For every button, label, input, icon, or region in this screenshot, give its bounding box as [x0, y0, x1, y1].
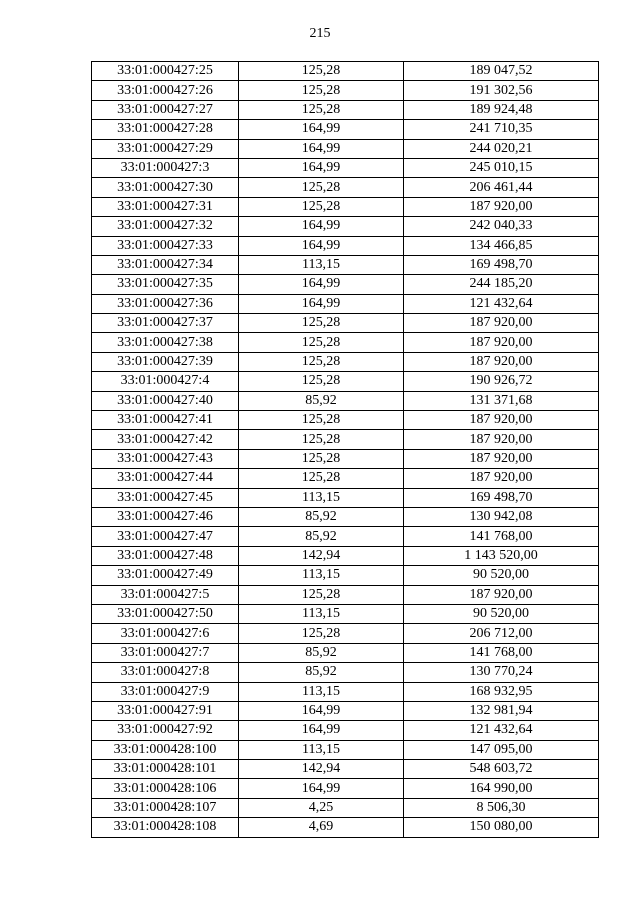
area-cell: 125,28: [239, 430, 404, 449]
cadastral-value-cell: 168 932,95: [404, 682, 599, 701]
cadastral-number-cell: 33:01:000427:8: [92, 663, 239, 682]
cadastral-number-cell: 33:01:000427:38: [92, 333, 239, 352]
cadastral-number-cell: 33:01:000427:7: [92, 643, 239, 662]
table-row: [92, 585, 599, 604]
cadastral-number-cell: 33:01:000427:44: [92, 469, 239, 488]
area-cell: 4,69: [239, 818, 404, 837]
cadastral-value-cell: 121 432,64: [404, 294, 599, 313]
table-row: [92, 391, 599, 410]
cadastral-number-cell: 33:01:000427:46: [92, 507, 239, 526]
table-row: [92, 314, 599, 333]
cadastral-value-cell: 187 920,00: [404, 314, 599, 333]
cadastral-value-cell: 164 990,00: [404, 779, 599, 798]
area-cell: 113,15: [239, 566, 404, 585]
table-row: [92, 81, 599, 100]
cadastral-value-cell: 189 047,52: [404, 62, 599, 81]
area-cell: 125,28: [239, 81, 404, 100]
cadastral-number-cell: 33:01:000427:47: [92, 527, 239, 546]
area-cell: 85,92: [239, 391, 404, 410]
table-row: [92, 158, 599, 177]
area-cell: 125,28: [239, 411, 404, 430]
cadastral-value-cell: 190 926,72: [404, 372, 599, 391]
cadastral-value-cell: 242 040,33: [404, 217, 599, 236]
table-row: [92, 546, 599, 565]
area-cell: 164,99: [239, 779, 404, 798]
table-row: [92, 701, 599, 720]
cadastral-value-cell: 187 920,00: [404, 352, 599, 371]
cadastral-number-cell: 33:01:000428:107: [92, 798, 239, 817]
area-cell: 125,28: [239, 197, 404, 216]
cadastral-number-cell: 33:01:000427:35: [92, 275, 239, 294]
area-cell: 113,15: [239, 488, 404, 507]
cadastral-value-cell: 244 185,20: [404, 275, 599, 294]
area-cell: 164,99: [239, 721, 404, 740]
cadastral-number-cell: 33:01:000427:34: [92, 255, 239, 274]
cadastral-value-cell: 187 920,00: [404, 585, 599, 604]
area-cell: 164,99: [239, 120, 404, 139]
cadastral-number-cell: 33:01:000427:37: [92, 314, 239, 333]
cadastral-number-cell: 33:01:000427:28: [92, 120, 239, 139]
table-row: [92, 527, 599, 546]
cadastral-number-cell: 33:01:000428:100: [92, 740, 239, 759]
table-row: [92, 779, 599, 798]
cadastral-value-cell: 206 461,44: [404, 178, 599, 197]
cadastral-value-cell: 169 498,70: [404, 255, 599, 274]
cadastral-number-cell: 33:01:000427:30: [92, 178, 239, 197]
area-cell: 113,15: [239, 740, 404, 759]
page-number: 215: [309, 26, 331, 41]
table-row: [92, 624, 599, 643]
cadastral-number-cell: 33:01:000427:3: [92, 158, 239, 177]
table-row: [92, 120, 599, 139]
table-row: [92, 566, 599, 585]
cadastral-value-cell: 189 924,48: [404, 100, 599, 119]
table-row: [92, 275, 599, 294]
cadastral-value-cell: 187 920,00: [404, 430, 599, 449]
cadastral-number-cell: 33:01:000427:91: [92, 701, 239, 720]
table-row: [92, 100, 599, 119]
table-row: [92, 760, 599, 779]
cadastral-value-cell: 245 010,15: [404, 158, 599, 177]
area-cell: 125,28: [239, 178, 404, 197]
area-cell: 125,28: [239, 333, 404, 352]
cadastral-value-cell: 141 768,00: [404, 527, 599, 546]
table-row: [92, 721, 599, 740]
table-row: [92, 62, 599, 81]
cadastral-value-cell: 141 768,00: [404, 643, 599, 662]
cadastral-number-cell: 33:01:000427:25: [92, 62, 239, 81]
cadastral-value-cell: 134 466,85: [404, 236, 599, 255]
area-cell: 113,15: [239, 682, 404, 701]
area-cell: 125,28: [239, 100, 404, 119]
cadastral-number-cell: 33:01:000427:45: [92, 488, 239, 507]
cadastral-value-cell: 187 920,00: [404, 197, 599, 216]
cadastral-value-cell: 191 302,56: [404, 81, 599, 100]
table-row: [92, 682, 599, 701]
area-cell: 164,99: [239, 294, 404, 313]
table-row: [92, 333, 599, 352]
cadastral-number-cell: 33:01:000427:48: [92, 546, 239, 565]
cadastral-number-cell: 33:01:000427:33: [92, 236, 239, 255]
cadastral-value-cell: 241 710,35: [404, 120, 599, 139]
table-row: [92, 449, 599, 468]
table-row: [92, 740, 599, 759]
cadastral-number-cell: 33:01:000427:39: [92, 352, 239, 371]
table-row: [92, 236, 599, 255]
area-cell: 125,28: [239, 469, 404, 488]
cadastral-value-cell: 147 095,00: [404, 740, 599, 759]
cadastral-value-table: [91, 61, 599, 838]
cadastral-number-cell: 33:01:000427:40: [92, 391, 239, 410]
cadastral-number-cell: 33:01:000427:5: [92, 585, 239, 604]
cadastral-number-cell: 33:01:000427:92: [92, 721, 239, 740]
area-cell: 125,28: [239, 372, 404, 391]
cadastral-number-cell: 33:01:000428:101: [92, 760, 239, 779]
cadastral-number-cell: 33:01:000427:29: [92, 139, 239, 158]
table-row: [92, 411, 599, 430]
cadastral-value-cell: 130 770,24: [404, 663, 599, 682]
table-row: [92, 139, 599, 158]
area-cell: 113,15: [239, 604, 404, 623]
table-row: [92, 643, 599, 662]
cadastral-value-cell: 8 506,30: [404, 798, 599, 817]
cadastral-number-cell: 33:01:000427:42: [92, 430, 239, 449]
cadastral-number-cell: 33:01:000427:43: [92, 449, 239, 468]
table-row: [92, 372, 599, 391]
cadastral-value-cell: 187 920,00: [404, 469, 599, 488]
area-cell: 113,15: [239, 255, 404, 274]
area-cell: 125,28: [239, 352, 404, 371]
cadastral-value-cell: 90 520,00: [404, 604, 599, 623]
table-row: [92, 507, 599, 526]
cadastral-value-cell: 169 498,70: [404, 488, 599, 507]
cadastral-value-cell: 90 520,00: [404, 566, 599, 585]
cadastral-value-cell: 130 942,08: [404, 507, 599, 526]
cadastral-value-cell: 150 080,00: [404, 818, 599, 837]
cadastral-number-cell: 33:01:000427:50: [92, 604, 239, 623]
table-body: [92, 62, 599, 838]
cadastral-number-cell: 33:01:000427:9: [92, 682, 239, 701]
table-row: [92, 352, 599, 371]
area-cell: 125,28: [239, 624, 404, 643]
cadastral-number-cell: 33:01:000427:41: [92, 411, 239, 430]
cadastral-value-cell: 187 920,00: [404, 411, 599, 430]
area-cell: 125,28: [239, 585, 404, 604]
cadastral-number-cell: 33:01:000427:36: [92, 294, 239, 313]
table-row: [92, 818, 599, 837]
cadastral-number-cell: 33:01:000427:4: [92, 372, 239, 391]
area-cell: 164,99: [239, 236, 404, 255]
area-cell: 4,25: [239, 798, 404, 817]
table-row: [92, 663, 599, 682]
table-row: [92, 294, 599, 313]
cadastral-value-cell: 121 432,64: [404, 721, 599, 740]
table-row: [92, 488, 599, 507]
table-row: [92, 255, 599, 274]
area-cell: 164,99: [239, 158, 404, 177]
cadastral-number-cell: 33:01:000428:108: [92, 818, 239, 837]
table-row: [92, 604, 599, 623]
area-cell: 164,99: [239, 217, 404, 236]
area-cell: 125,28: [239, 62, 404, 81]
cadastral-number-cell: 33:01:000427:31: [92, 197, 239, 216]
table-row: [92, 178, 599, 197]
cadastral-value-cell: 187 920,00: [404, 333, 599, 352]
area-cell: 125,28: [239, 449, 404, 468]
cadastral-number-cell: 33:01:000427:32: [92, 217, 239, 236]
area-cell: 142,94: [239, 546, 404, 565]
cadastral-value-cell: 244 020,21: [404, 139, 599, 158]
area-cell: 164,99: [239, 139, 404, 158]
cadastral-value-cell: 187 920,00: [404, 449, 599, 468]
cadastral-number-cell: 33:01:000427:26: [92, 81, 239, 100]
area-cell: 85,92: [239, 507, 404, 526]
table-row: [92, 469, 599, 488]
table-row: [92, 430, 599, 449]
area-cell: 125,28: [239, 314, 404, 333]
table-row: [92, 217, 599, 236]
area-cell: 142,94: [239, 760, 404, 779]
cadastral-value-cell: 548 603,72: [404, 760, 599, 779]
cadastral-number-cell: 33:01:000427:6: [92, 624, 239, 643]
cadastral-number-cell: 33:01:000428:106: [92, 779, 239, 798]
cadastral-value-cell: 132 981,94: [404, 701, 599, 720]
table-row: [92, 197, 599, 216]
area-cell: 85,92: [239, 663, 404, 682]
area-cell: 164,99: [239, 275, 404, 294]
cadastral-number-cell: 33:01:000427:27: [92, 100, 239, 119]
table-row: [92, 798, 599, 817]
area-cell: 85,92: [239, 527, 404, 546]
cadastral-number-cell: 33:01:000427:49: [92, 566, 239, 585]
area-cell: 85,92: [239, 643, 404, 662]
cadastral-value-cell: 206 712,00: [404, 624, 599, 643]
area-cell: 164,99: [239, 701, 404, 720]
cadastral-value-cell: 131 371,68: [404, 391, 599, 410]
cadastral-value-cell: 1 143 520,00: [404, 546, 599, 565]
